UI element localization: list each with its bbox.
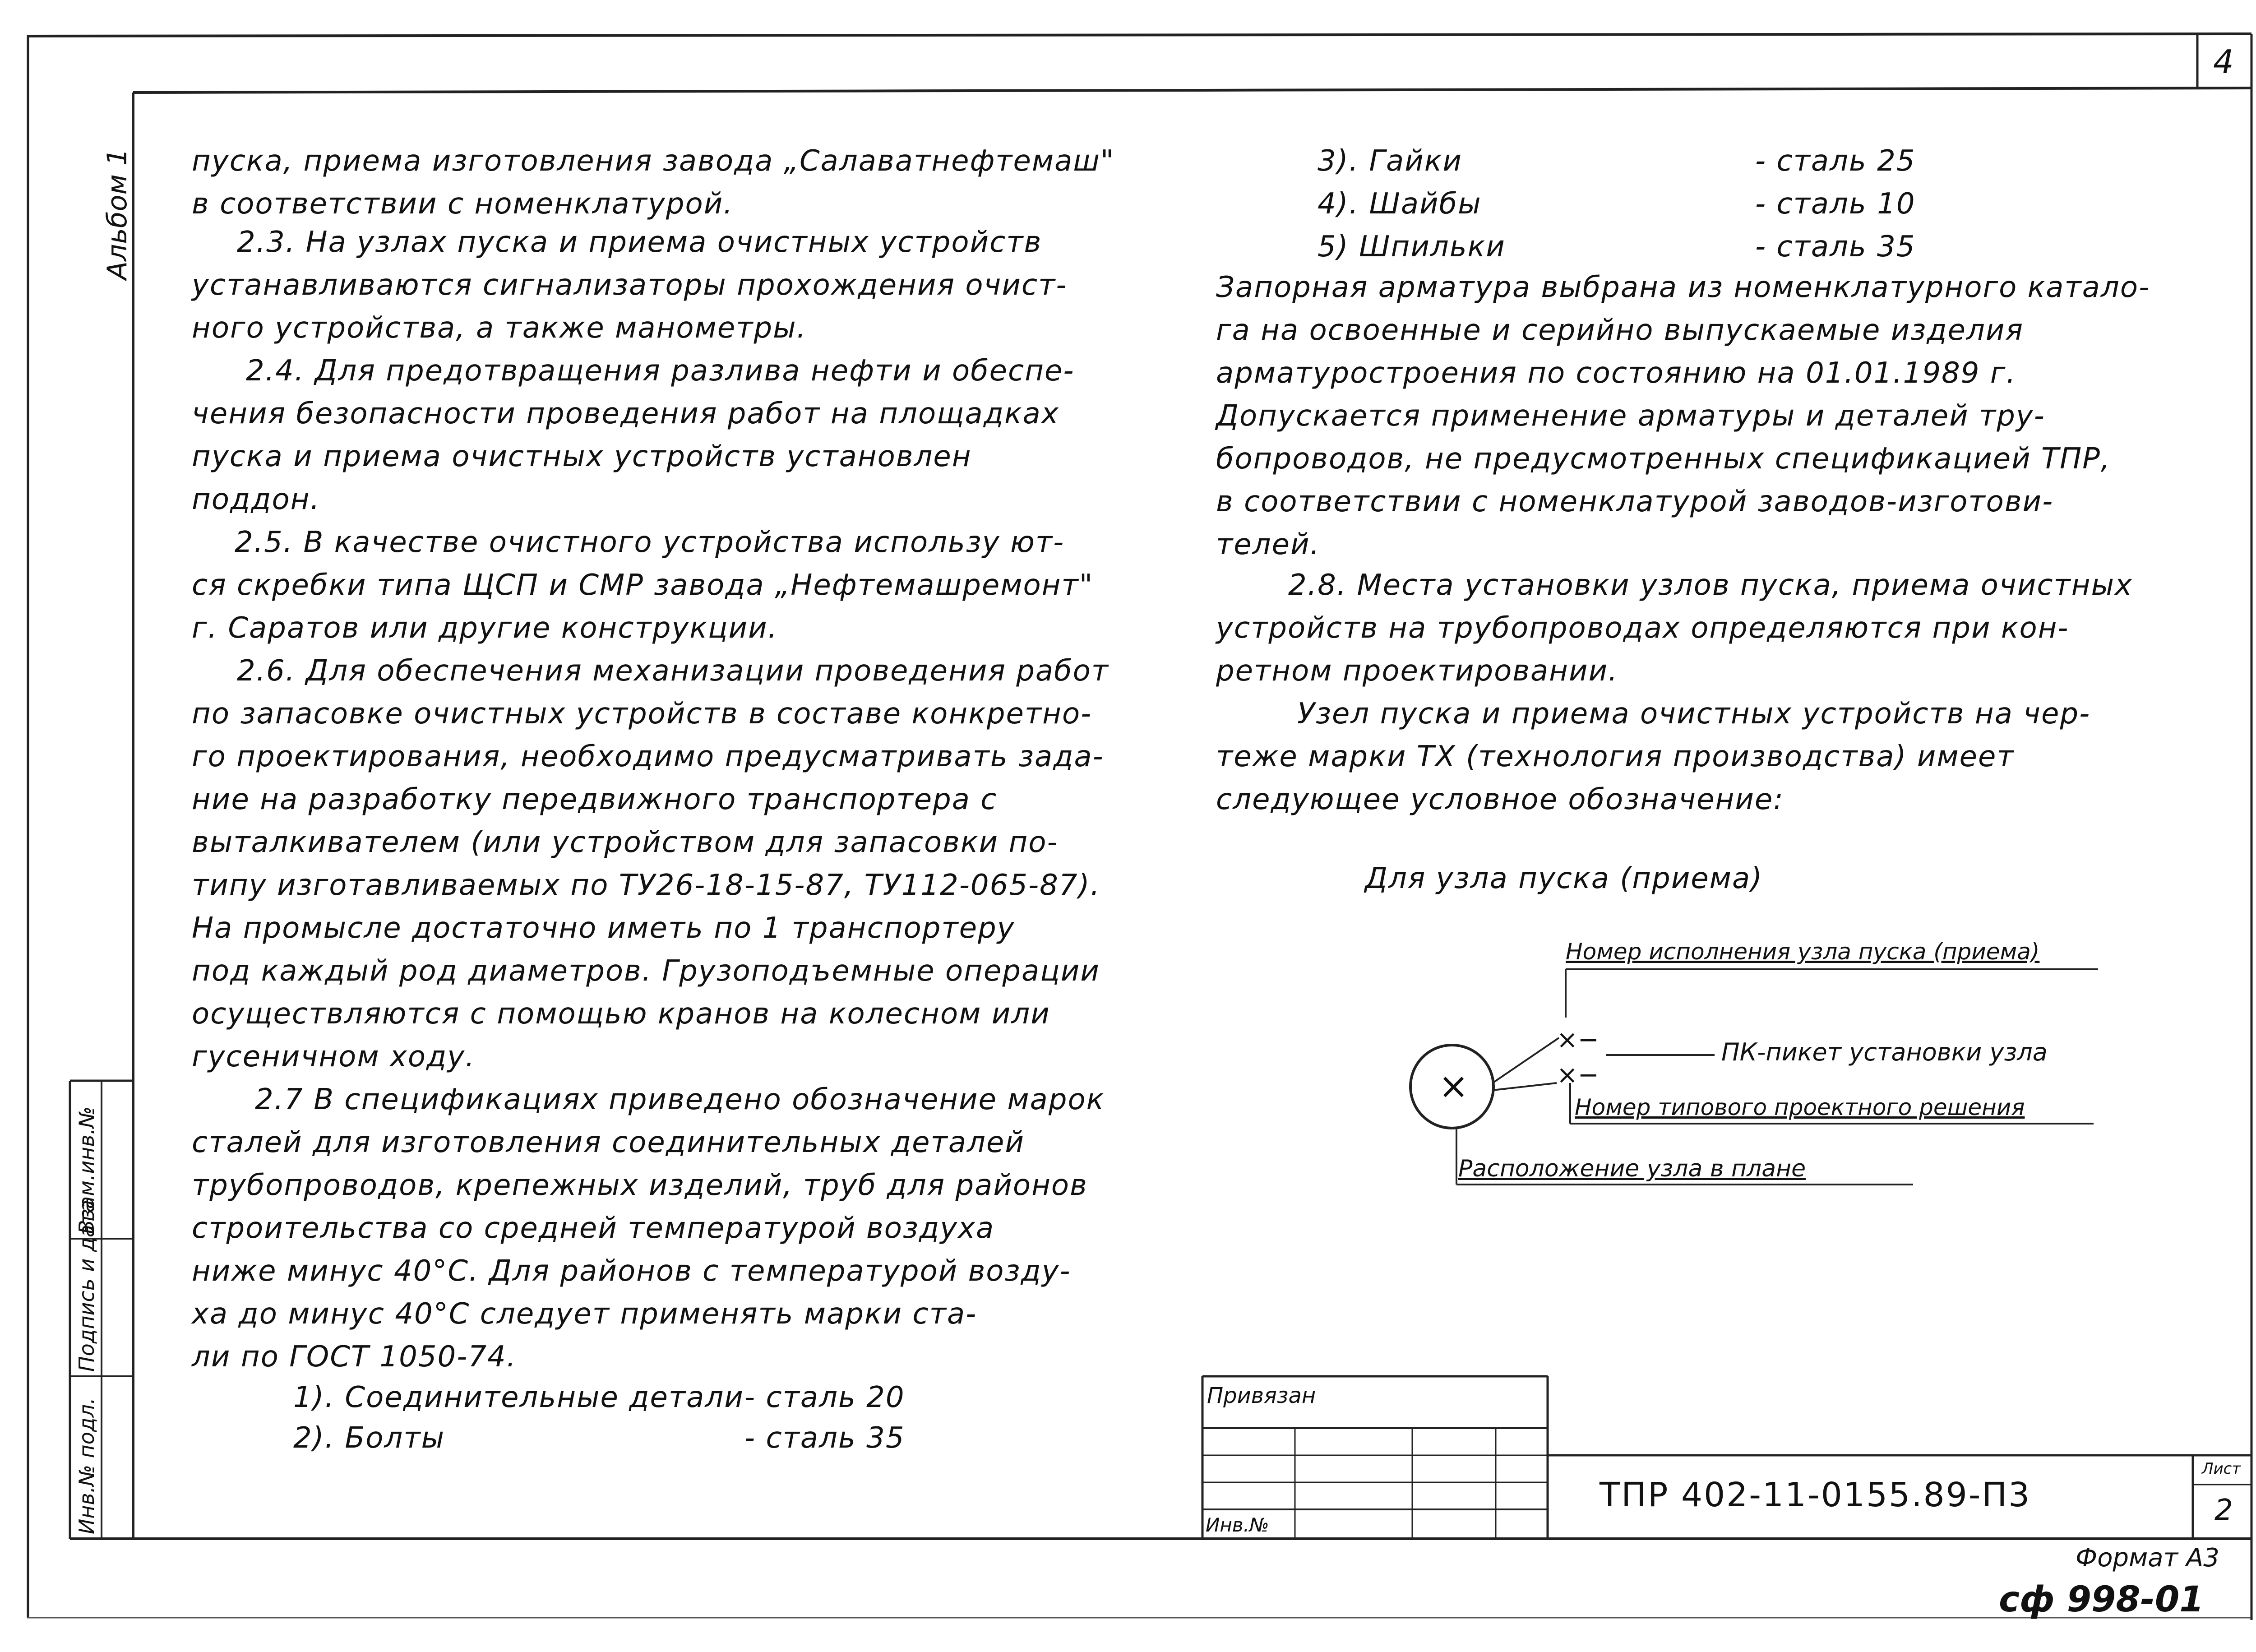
text-line: под каждый род диаметров. Грузоподъемные операции [192,954,1100,988]
material-item: 3). Гайки [1318,144,1463,178]
side-album-label: Альбом 1 [102,148,133,280]
material-item: 2). Болты [293,1421,445,1455]
legend-bottom-label: Расположение узла в плане [1458,1155,1806,1182]
text-line: устройств на трубопроводах определяются при кон- [1216,611,2069,645]
text-line: теже марки ТХ (технология производства) имеет [1216,740,2015,773]
material-value: - сталь 35 [1755,230,1916,264]
side-stamp-replaced-inv: Взам.инв.№ [74,1106,99,1234]
text-line: выталкивателем (или устройством для запасовки по- [192,826,1059,859]
text-line: телей. [1216,528,1320,561]
material-item: 4). Шайбы [1318,187,1482,221]
legend-low-label: Номер типового проектного решения [1575,1094,2025,1120]
legend-top-label: Номер исполнения узла пуска (приема) [1566,939,2040,965]
text-line: ние на разработку передвижного транспортера с [192,783,998,816]
text-line: пуска и приема очистных устройств установлен [192,440,972,473]
inv-label: Инв.№ [1206,1514,1269,1536]
text-line: 2.8. Места установки узлов пуска, приема очистных [1288,569,2133,602]
side-stamp-signature-date: Подпись и дата [74,1199,99,1372]
text-line: трубопроводов, крепежных изделий, труб для районов [192,1169,1088,1202]
material-value: - сталь 25 [1755,144,1916,178]
text-line: строительства со средней температурой воздуха [192,1212,995,1245]
text-line: пуска, приема изготовления завода „Салаватнефтемаш" [192,144,1115,178]
text-line: чения безопасности проведения работ на площадках [192,397,1059,430]
text-line: ся скребки типа ЩСП и СМР завода „Нефтемашремонт" [192,569,1094,602]
sheet-number: 2 [2214,1494,2233,1527]
text-line: г. Саратов или другие конструкции. [192,611,778,645]
text-line: гусеничном ходу. [192,1040,476,1074]
text-line: На промысле достаточно иметь по 1 транспортеру [192,912,1015,945]
text-line: следующее условное обозначение: [1216,783,1784,816]
text-line: 2.3. На узлах пуска и приема очистных устройств [237,226,1042,259]
material-value: - сталь 10 [1755,187,1916,221]
text-line: ретном проектировании. [1216,654,1618,688]
sheet-corner-number: 4 [2213,43,2234,81]
text-line: арматуростроения по состоянию на 01.01.1989 г. [1216,356,2016,390]
text-line: 2.5. В качестве очистного устройства использу ют- [235,526,1065,559]
text-line: Запорная арматура выбрана из номенклатурного катало- [1216,271,2150,304]
text-line: Узел пуска и приема очистных устройств на чер- [1297,697,2091,731]
text-line: 2.6. Для обеспечения механизации проведения работ [237,654,1109,688]
text-line: сталей для изготовления соединительных деталей [192,1126,1025,1159]
text-line: Допускается применение арматуры и деталей тру- [1216,399,2045,433]
text-line: ного устройства, а также манометры. [192,311,807,345]
text-line: в соответствии с номенклатурой заводов-изготови- [1216,485,2054,518]
side-stamp-inv-original: Инв.№ подл. [74,1397,99,1534]
legend-mark-lower: ×− [1557,1060,1599,1090]
text-line: в соответствии с номенклатурой. [192,187,734,221]
material-item: 5) Шпильки [1318,230,1506,264]
text-line: бопроводов, не предусмотренных спецификацией ТПР, [1216,442,2111,476]
text-line: 2.7 В спецификациях приведено обозначение марок [255,1083,1105,1116]
stamp-number: сф 998-01 [1999,1579,2204,1620]
text-line: го проектирования, необходимо предусматривать зада- [192,740,1104,773]
text-line: га на освоенные и серийно выпускаемые изделия [1216,314,2024,347]
legend-mid-label: ПК-пикет установки узла [1721,1038,2048,1066]
material-value: - сталь 20 [744,1381,905,1414]
document-code: ТПР 402-11-0155.89-П3 [1600,1476,2031,1514]
legend-mark-upper: ×− [1557,1025,1599,1055]
material-item: 1). Соединительные детали [293,1381,744,1414]
format-label: Формат А3 [2076,1543,2219,1573]
text-line: ниже минус 40°С. Для районов с температурой возду- [192,1254,1071,1288]
sheet-label: Лист [2202,1460,2241,1478]
legend-title: Для узла пуска (приема) [1365,862,1763,895]
text-line: осуществляются с помощью кранов на колесном или [192,997,1050,1031]
attached-label: Привязан [1207,1383,1316,1408]
text-line: устанавливаются сигнализаторы прохождения очист- [192,268,1068,302]
text-line: типу изготавливаемых по ТУ26-18-15-87, ТУ112-065-87). [192,869,1100,902]
text-line: ли по ГОСТ 1050-74. [192,1340,517,1374]
text-line: 2.4. Для предотвращения разлива нефти и обеспе- [246,354,1075,388]
text-line: по запасовке очистных устройств в составе конкретно- [192,697,1092,731]
text-line: ха до минус 40°С следует применять марки ста- [192,1297,977,1331]
material-value: - сталь 35 [744,1421,905,1455]
text-line: поддон. [192,483,320,516]
legend-circle-symbol: × [1438,1065,1469,1107]
